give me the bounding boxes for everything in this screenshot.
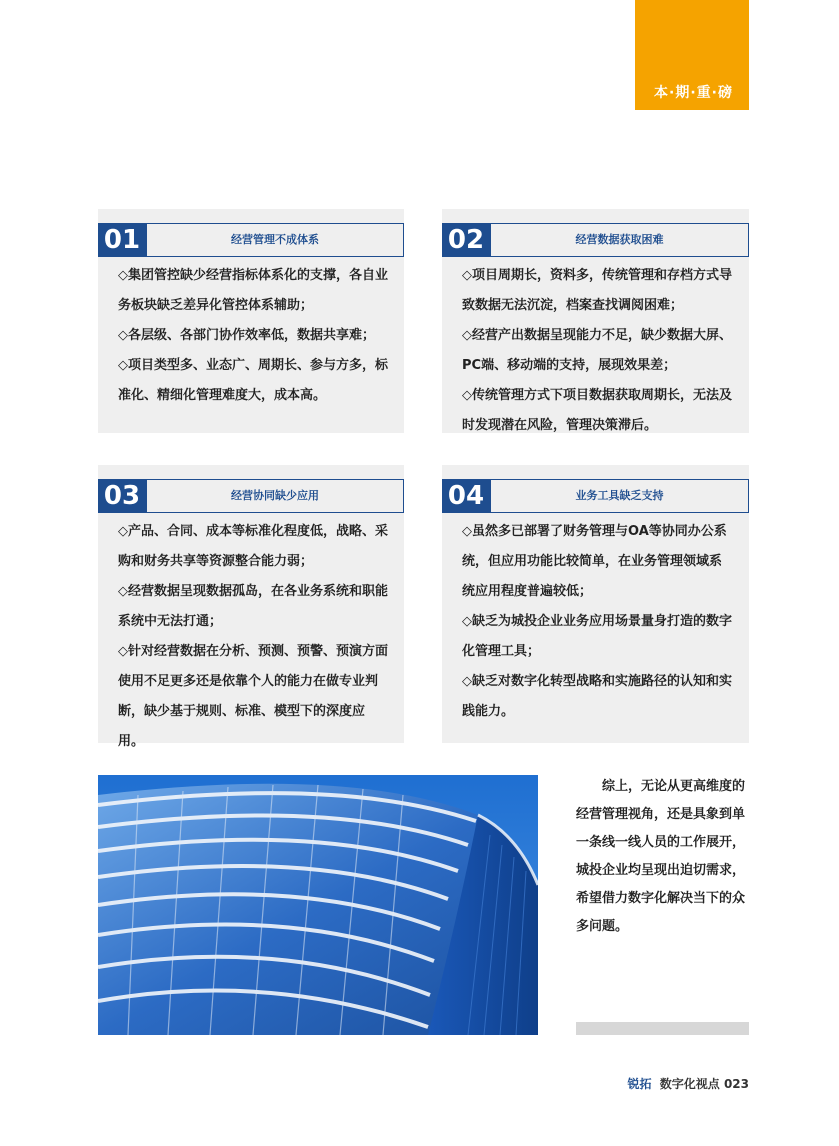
list-item: ◇集团管控缺少经营指标体系化的支撑，各自业务板块缺乏差异化管控体系辅助； bbox=[118, 268, 388, 313]
card-body bbox=[462, 517, 733, 727]
section-corner-tab bbox=[635, 0, 749, 110]
card-number: 04 bbox=[442, 479, 490, 513]
card-number: 03 bbox=[98, 479, 146, 513]
card-header bbox=[442, 479, 749, 513]
footer-page-number: 023 bbox=[723, 1077, 749, 1091]
list-item: ◇缺乏对数字化转型战略和实施路径的认知和实践能力。 bbox=[462, 674, 732, 719]
list-item: ◇缺乏为城投企业业务应用场景量身打造的数字化管理工具； bbox=[462, 614, 732, 659]
list-item: ◇针对经营数据在分析、预测、预警、预演方面使用不足更多还是依靠个人的能力在做专业判断，缺少基于规则、标准、模型下的深度应用。 bbox=[118, 644, 388, 749]
card-body bbox=[118, 517, 388, 757]
card-title: 经营数据获取困难 bbox=[490, 223, 749, 257]
card-body bbox=[118, 261, 388, 411]
list-item: ◇产品、合同、成本等标准化程度低，战略、采购和财务共享等资源整合能力弱； bbox=[118, 524, 388, 569]
summary-bar bbox=[576, 1022, 749, 1035]
section-label: 本·期·重·磅 bbox=[654, 85, 733, 101]
list-item: ◇经营产出数据呈现能力不足，缺少数据大屏、PC端、移动端的支持，展现效果差； bbox=[462, 328, 732, 373]
summary-paragraph: 综上，无论从更高维度的经营管理视角，还是具象到单一条线一线人员的工作展开，城投企业均呈现出迫切需求，希望借力数字化解决当下的众多问题。 bbox=[576, 779, 746, 934]
list-item: ◇经营数据呈现数据孤岛，在各业务系统和职能系统中无法打通； bbox=[118, 584, 388, 629]
card-02 bbox=[442, 209, 749, 433]
card-body bbox=[462, 261, 733, 441]
card-header bbox=[442, 223, 749, 257]
list-item: ◇传统管理方式下项目数据获取周期长，无法及时发现潜在风险，管理决策滞后。 bbox=[462, 388, 732, 433]
footer-section: 数字化视点 bbox=[659, 1077, 720, 1091]
list-item: ◇项目周期长，资料多，传统管理和存档方式导致数据无法沉淀，档案查找调阅困难； bbox=[462, 268, 732, 313]
card-title: 经营管理不成体系 bbox=[146, 223, 404, 257]
card-04 bbox=[442, 465, 749, 743]
card-header bbox=[98, 479, 404, 513]
card-01 bbox=[98, 209, 404, 433]
card-header bbox=[98, 223, 404, 257]
list-item: ◇各层级、各部门协作效率低，数据共享难； bbox=[118, 328, 375, 343]
footer-brand: 锐拓 bbox=[627, 1077, 652, 1091]
building-photo bbox=[98, 775, 538, 1035]
list-item: ◇项目类型多、业态广、周期长、参与方多，标准化、精细化管理难度大，成本高。 bbox=[118, 358, 388, 403]
list-item: ◇虽然多已部署了财务管理与OA等协同办公系统，但应用功能比较简单，在业务管理领域系统应用程度普遍较低； bbox=[462, 524, 727, 599]
card-title: 业务工具缺乏支持 bbox=[490, 479, 749, 513]
building-photo-illustration bbox=[98, 775, 538, 1035]
card-number: 01 bbox=[98, 223, 146, 257]
card-title: 经营协同缺少应用 bbox=[146, 479, 404, 513]
card-03 bbox=[98, 465, 404, 749]
card-number: 02 bbox=[442, 223, 490, 257]
page-footer bbox=[628, 1075, 749, 1092]
